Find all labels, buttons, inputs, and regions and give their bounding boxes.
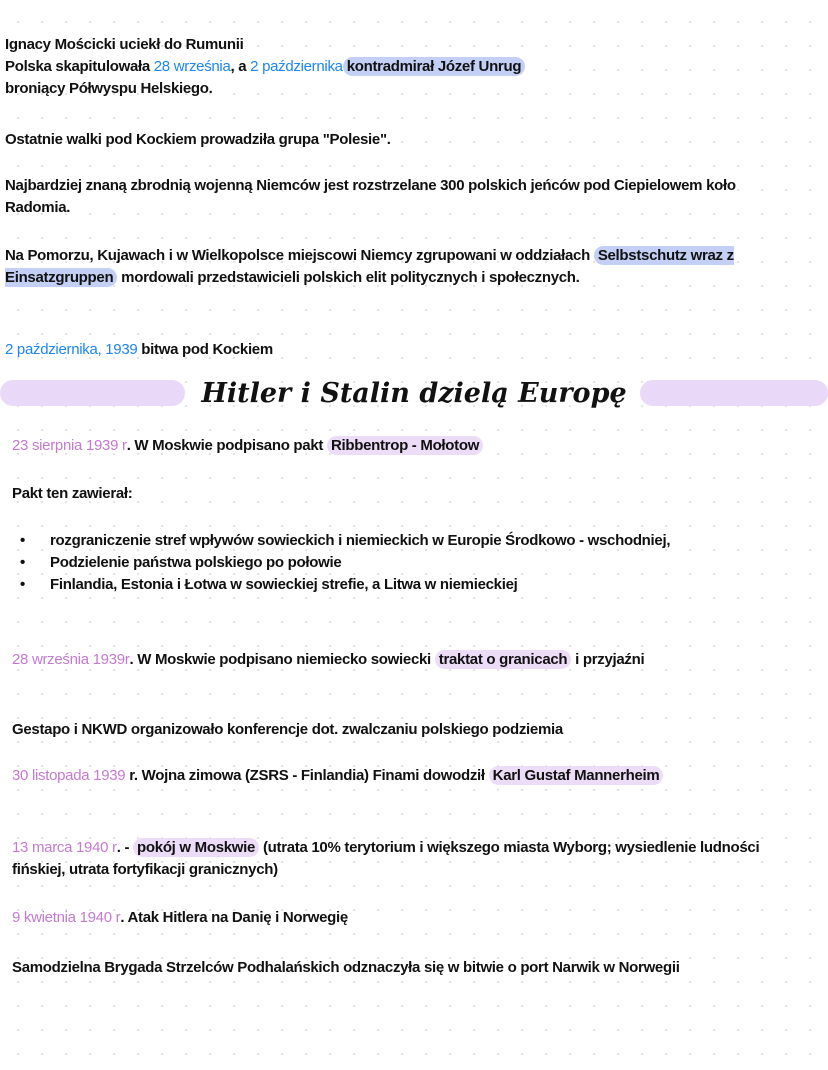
list-item: • Finlandia, Estonia i Łotwa w sowieckiej strefie, a Litwa w niemieckiej <box>50 574 828 596</box>
highlight: traktat o granicach <box>435 650 572 669</box>
date: 2 października <box>250 58 343 75</box>
section-title: Hitler i Stalin dzielą Europę <box>201 378 627 409</box>
narvik-paragraph: Samodzielna Brygada Strzelców Podhalańskich odznaczyła się w bitwie o port Narwik w Norwegii <box>12 959 680 976</box>
text: (utrata 10% terytorium i większego miasta Wyborg; wysiedlenie ludności fińskiej, utrata fortyfikacji granicznych) <box>12 839 760 878</box>
text: . W Moskwie podpisano niemiecko sowiecki <box>129 651 435 668</box>
date: 13 marca 1940 r <box>12 839 117 856</box>
kock-paragraph: Ostatnie walki pod Kockiem prowadziła grupa "Polesie". <box>5 131 391 148</box>
highlight: Selbstschutz wraz z Einsatzgruppen <box>5 247 734 286</box>
pact-intro: Pakt ten zawierał: <box>12 485 133 502</box>
treaty-paragraph <box>12 649 822 671</box>
winter-war-paragraph <box>12 765 802 787</box>
highlight: kontradmirał Józef Unrug <box>343 57 526 76</box>
pact-list <box>12 530 828 596</box>
highlight: Ribbentrop - Mołotow <box>327 436 483 455</box>
text: Polska skapitulowała <box>5 58 154 75</box>
intro-paragraph <box>5 34 820 100</box>
text: . - <box>116 839 134 856</box>
date: 28 września 1939r <box>12 651 130 668</box>
date: 23 sierpnia 1939 r <box>12 437 127 454</box>
text: . W Moskwie podpisano pakt <box>126 437 327 454</box>
peace-paragraph <box>12 837 802 881</box>
intro-line <box>5 56 820 78</box>
crime-paragraph: Najbardziej znaną zbrodnią wojenną Niemców jest rozstrzelane 300 polskich jeńców pod Ciepielowem koło Radomia. <box>5 177 736 216</box>
pomorze-paragraph <box>5 245 820 289</box>
attack-paragraph <box>12 907 827 929</box>
battle-paragraph <box>5 339 820 361</box>
gestapo-paragraph: Gestapo i NKWD organizowało konferencje dot. zwalczaniu polskiego podziemia <box>12 721 563 738</box>
text: r. Wojna zimowa (ZSRS - Finlandia) Finami dowodził <box>125 767 489 784</box>
date: 9 kwietnia 1940 r <box>12 909 121 926</box>
date: 30 listopada 1939 <box>12 767 126 784</box>
highlight: Karl Gustaf Mannerheim <box>489 766 664 785</box>
intro-line: broniący Półwyspu Helskiego. <box>5 80 213 97</box>
text: , a <box>230 58 251 75</box>
text: bitwa pod Kockiem <box>137 341 273 358</box>
text: Na Pomorzu, Kujawach i w Wielkopolsce miejscowi Niemcy zgrupowani w oddziałach <box>5 247 594 264</box>
text: . Atak Hitlera na Danię i Norwegię <box>120 909 348 926</box>
list-item: • rozgraniczenie stref wpływów sowieckich i niemieckich w Europie Środkowo - wschodniej, <box>50 530 828 552</box>
intro-line: Ignacy Mościcki uciekł do Rumunii <box>5 36 244 53</box>
list-item: • Podzielenie państwa polskiego po połowie <box>50 552 828 574</box>
text: mordowali przedstawicieli polskich elit politycznych i społecznych. <box>117 269 580 286</box>
pact-paragraph <box>12 435 827 457</box>
date: 2 października, 1939 <box>5 341 138 358</box>
highlight: pokój w Moskwie <box>133 838 259 857</box>
date: 28 września <box>153 58 231 75</box>
text: i przyjaźni <box>571 651 645 668</box>
